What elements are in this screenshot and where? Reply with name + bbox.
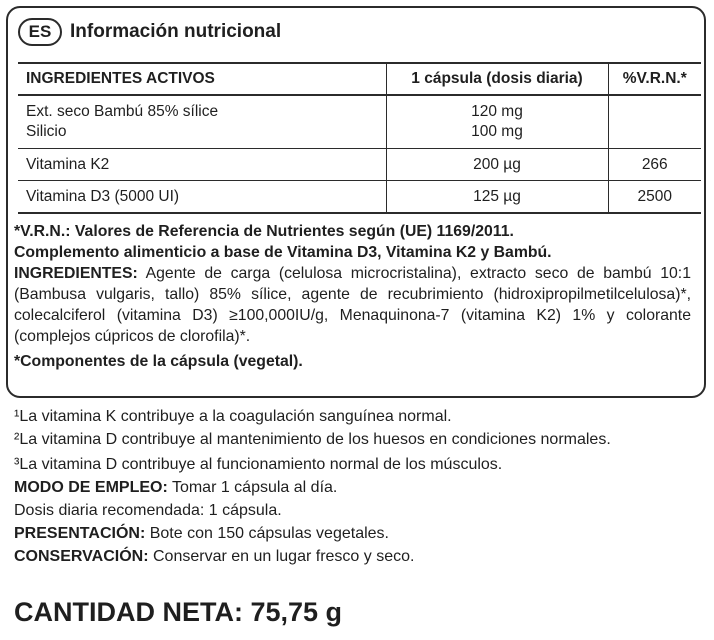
language-badge: ES [18, 18, 62, 46]
ingredient-amount-cell [386, 95, 608, 149]
presentation-line [14, 522, 704, 545]
column-header-ingredients: INGREDIENTES ACTIVOS [18, 63, 386, 95]
product-info [14, 405, 704, 568]
usage-label: MODO DE EMPLEO: [14, 479, 168, 496]
claim-vitamin-d-bones: ²La vitamina D contribuye al mantenimiento de los huesos en condiciones normales. [14, 431, 611, 448]
vrn-note: *V.R.N.: Valores de Referencia de Nutrientes según (UE) 1169/2011. [14, 223, 514, 240]
ingredient-name: Ext. seco Bambú 85% sílice [26, 103, 219, 120]
ingredient-name: Vitamina D3 (5000 UI) [18, 181, 386, 214]
ingredient-vrn [608, 95, 701, 149]
ingredients-paragraph [14, 263, 691, 347]
presentation-label: PRESENTACIÓN: [14, 525, 146, 542]
ingredient-name: Vitamina K2 [18, 149, 386, 181]
daily-dose: Dosis diaria recomendada: 1 cápsula. [14, 502, 282, 519]
net-quantity: CANTIDAD NETA: 75,75 g [14, 597, 343, 627]
capsule-note: *Componentes de la cápsula (vegetal). [14, 353, 303, 370]
table-row [18, 149, 701, 181]
presentation-text: Bote con 150 cápsulas vegetales. [149, 525, 389, 542]
table-header-row [18, 63, 701, 95]
panel-notes [14, 221, 691, 372]
panel-header [18, 18, 281, 46]
storage-label: CONSERVACIÓN: [14, 548, 149, 565]
ingredient-vrn: 2500 [608, 181, 701, 214]
ingredient-vrn: 266 [608, 149, 701, 181]
ingredient-amount: 120 mg [471, 103, 523, 120]
panel-title: Información nutricional [70, 21, 282, 42]
claim-vitamin-d-muscles: ³La vitamina D contribuye al funcionamiento normal de los músculos. [14, 456, 503, 473]
ingredient-amount: 100 mg [471, 123, 523, 140]
storage-text: Conservar en un lugar fresco y seco. [152, 548, 415, 565]
claim-vitamin-k: ¹La vitamina K contribuye a la coagulación sanguínea normal. [14, 408, 452, 425]
column-header-vrn: %V.R.N.* [608, 63, 701, 95]
ingredient-name-cell [18, 95, 386, 149]
ingredients-text: Agente de carga (celulosa microcristalina), extracto seco de bambú 10:1 (Bambusa vulgaris, tallo) 85% sílice, agente de recubrimiento (hidroxipropilmetilcelulosa)*, colecalciferol (vitamina D3) ≥100,000IU/g, Menaquinona-7 (vitamina K2) 1% y colorante (complejos cúpricos de clorofila)*. [14, 265, 691, 345]
nutrition-table [18, 62, 701, 214]
ingredient-name: Silicio [26, 123, 67, 140]
complement-note: Complemento alimenticio a base de Vitamina D3, Vitamina K2 y Bambú. [14, 244, 552, 261]
table-row [18, 181, 701, 214]
ingredient-amount: 200 µg [386, 149, 608, 181]
column-header-dose: 1 cápsula (dosis diaria) [386, 63, 608, 95]
usage-line [14, 476, 704, 499]
storage-line [14, 545, 704, 568]
usage-text: Tomar 1 cápsula al día. [171, 479, 338, 496]
ingredients-label: INGREDIENTES: [14, 265, 138, 282]
ingredient-amount: 125 µg [386, 181, 608, 214]
table-row [18, 95, 701, 149]
